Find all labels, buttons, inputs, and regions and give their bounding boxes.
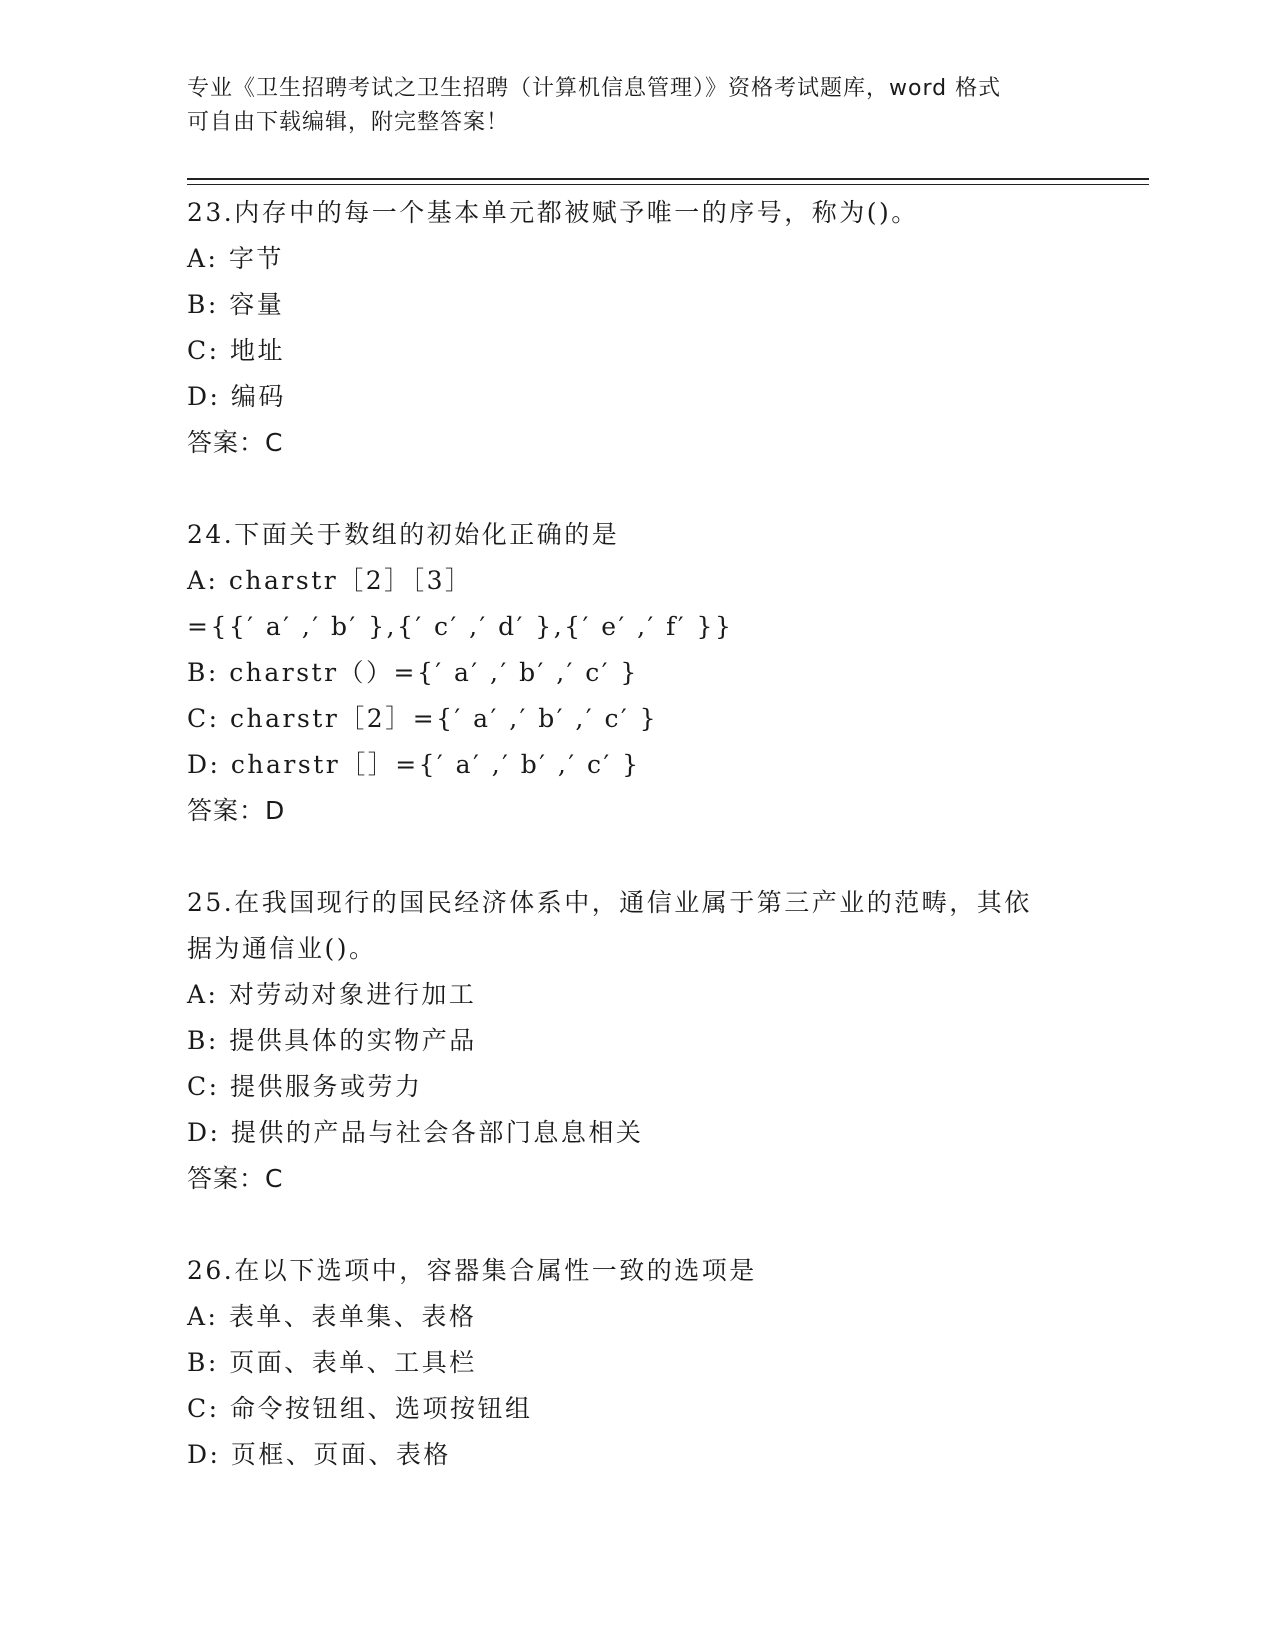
- option-a-continued: ={{′ a′ ,′ b′ },{′ c′ ,′ d′ },{′ e′ ,′ f′ }}: [187, 612, 734, 641]
- option-d: D: 编码: [187, 382, 286, 411]
- header-line-2: 可自由下载编辑，附完整答案！: [187, 110, 510, 135]
- option-c: C: charstr［2］={′ a′ ,′ b′ ,′ c′ }: [187, 704, 658, 733]
- option-d: D: 页框、页面、表格: [187, 1440, 451, 1469]
- option-a: A: 字节: [187, 244, 284, 273]
- option-c: C: 地址: [187, 336, 285, 365]
- option-b: B: 容量: [187, 290, 285, 319]
- option-b: B: 提供具体的实物产品: [187, 1026, 477, 1055]
- header-line-1: 专业《卫生招聘考试之卫生招聘（计算机信息管理）》资格考试题库，word 格式: [187, 76, 1002, 101]
- option-a: A: charstr［2］［3］: [187, 566, 473, 595]
- option-b: B: charstr（）={′ a′ ,′ b′ ,′ c′ }: [187, 658, 639, 687]
- question-24: [187, 512, 1087, 834]
- header-divider-thin: [187, 184, 1149, 185]
- answer-label: 答案：C: [187, 428, 284, 457]
- option-a: A: 对劳动对象进行加工: [187, 980, 477, 1009]
- option-d: D: charstr［］={′ a′ ,′ b′ ,′ c′ }: [187, 750, 641, 779]
- option-c: C: 命令按钮组、选项按钮组: [187, 1394, 533, 1423]
- question-stem: 26.在以下选项中，容器集合属性一致的选项是: [187, 1256, 757, 1285]
- question-stem: 23.内存中的每一个基本单元都被赋予唯一的序号，称为()。: [187, 198, 919, 227]
- question-stem-continued: 据为通信业()。: [187, 934, 377, 963]
- option-d: D: 提供的产品与社会各部门息息相关: [187, 1118, 644, 1147]
- question-23: [187, 190, 1087, 466]
- document-header: [187, 72, 1087, 140]
- question-list: [187, 190, 1087, 1524]
- header-divider-thick: [187, 178, 1149, 180]
- option-a: A: 表单、表单集、表格: [187, 1302, 477, 1331]
- option-c: C: 提供服务或劳力: [187, 1072, 423, 1101]
- question-26: [187, 1248, 1087, 1478]
- question-25: [187, 880, 1087, 1202]
- answer-label: 答案：C: [187, 1164, 284, 1193]
- answer-label: 答案：D: [187, 796, 286, 825]
- question-stem: 24.下面关于数组的初始化正确的是: [187, 520, 620, 549]
- question-stem: 25.在我国现行的国民经济体系中，通信业属于第三产业的范畴，其依: [187, 888, 1032, 917]
- option-b: B: 页面、表单、工具栏: [187, 1348, 477, 1377]
